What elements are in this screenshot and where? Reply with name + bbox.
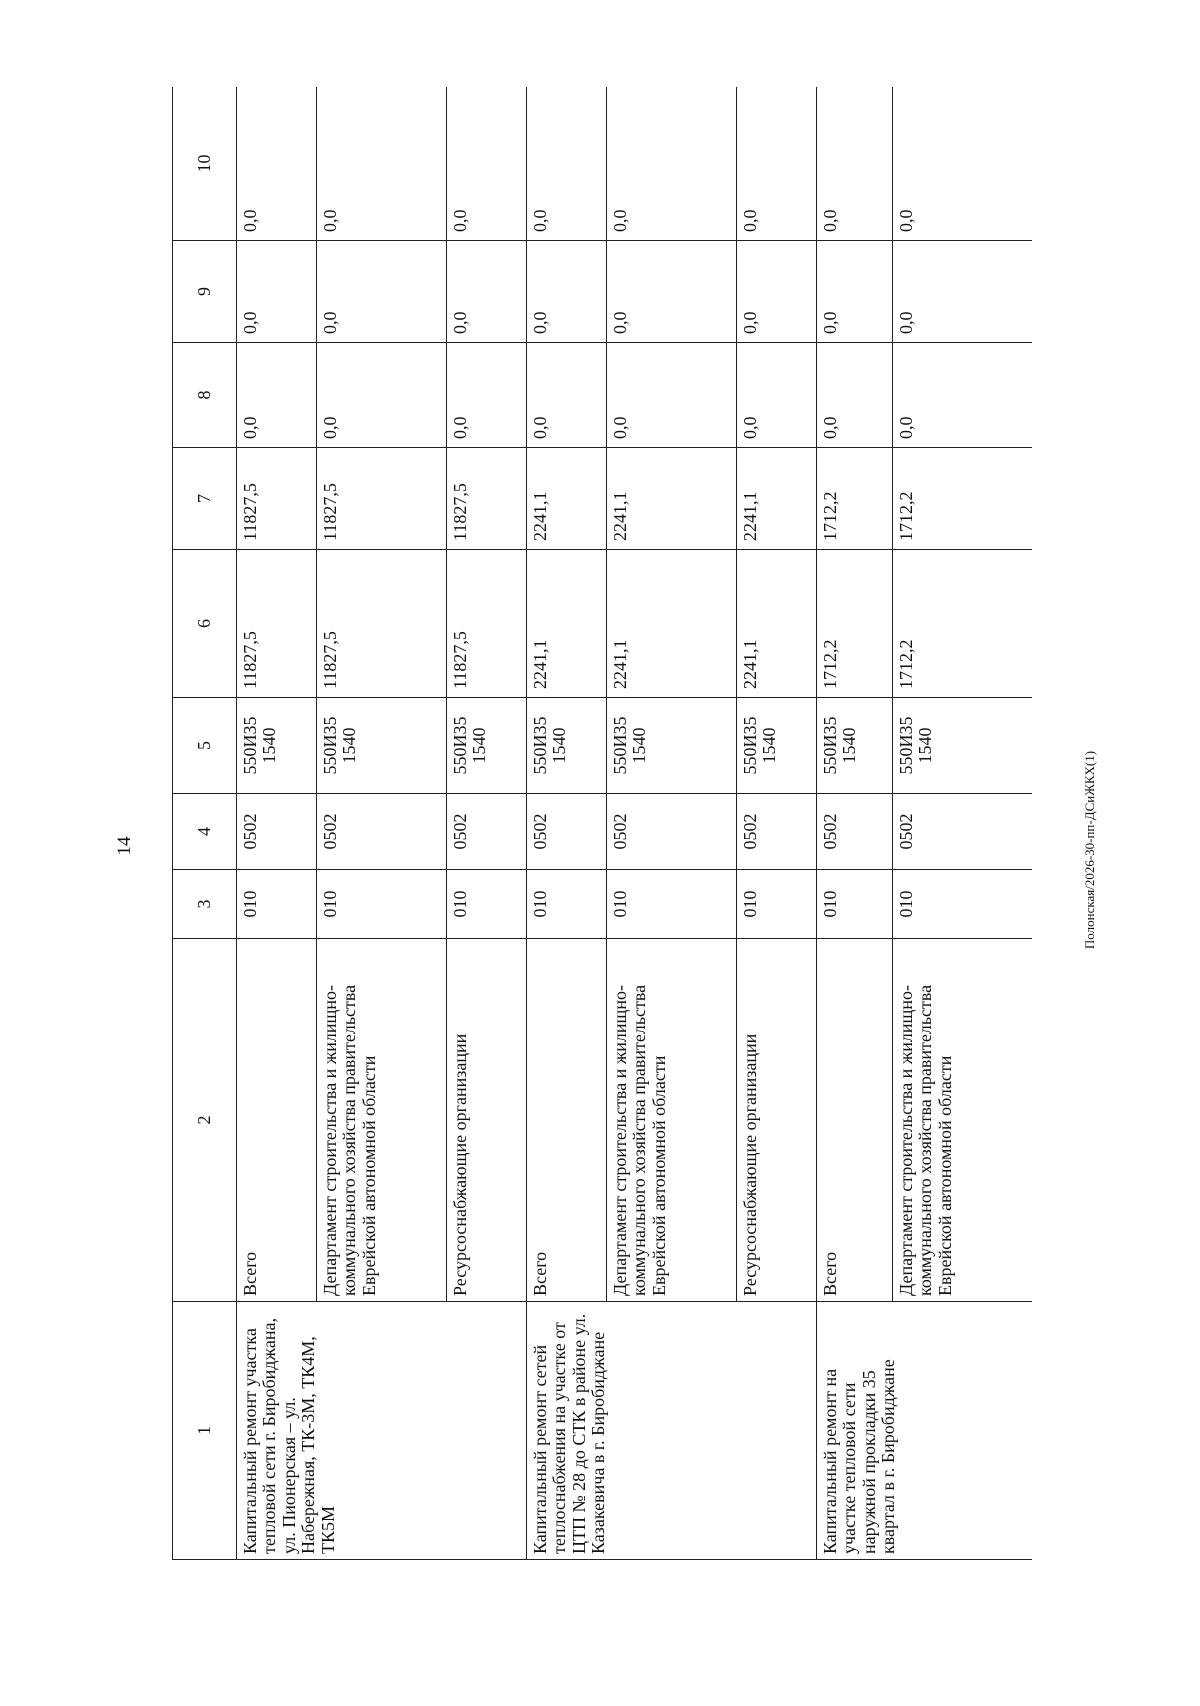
col6-cell: 11827,5 xyxy=(447,550,527,698)
col5-cell: 550И35 1540 xyxy=(893,698,1033,794)
col3-cell: 010 xyxy=(893,870,1033,939)
col9-cell: 0,0 xyxy=(527,241,607,343)
header-cell: 2 xyxy=(173,939,237,1302)
col7-cell: 11827,5 xyxy=(447,448,527,550)
col9-cell: 0,0 xyxy=(237,241,317,343)
col6-cell: 2241,1 xyxy=(527,550,607,698)
col10-cell: 0,0 xyxy=(893,87,1033,241)
document-code-footer xyxy=(1080,750,1100,950)
table-row xyxy=(527,87,607,1560)
executor-cell: Всего xyxy=(527,939,607,1302)
col3-cell: 010 xyxy=(527,870,607,939)
col7-cell: 11827,5 xyxy=(317,448,447,550)
budget-table xyxy=(172,87,1032,1560)
rotated-table-container xyxy=(172,87,1032,1560)
col6-cell: 1712,2 xyxy=(817,550,893,698)
header-cell: 3 xyxy=(173,870,237,939)
col7-cell: 11827,5 xyxy=(237,448,317,550)
col8-cell: 0,0 xyxy=(607,343,737,448)
header-cell: 5 xyxy=(173,698,237,794)
executor-cell: Всего xyxy=(237,939,317,1302)
col8-cell: 0,0 xyxy=(893,343,1033,448)
col7-cell: 1712,2 xyxy=(817,448,893,550)
col4-cell: 0502 xyxy=(893,794,1033,870)
measure-name-cell: Капитальный ремонт сетей теплоснабжения на участке от ЦТП № 28 до СТК в районе ул. Казакевича в г. Биробиджане xyxy=(527,1302,817,1560)
col7-cell: 1712,2 xyxy=(893,448,1033,550)
col5-cell: 550И35 1540 xyxy=(527,698,607,794)
col9-cell: 0,0 xyxy=(317,241,447,343)
col6-cell: 2241,1 xyxy=(607,550,737,698)
col7-cell: 2241,1 xyxy=(527,448,607,550)
col4-cell: 0502 xyxy=(527,794,607,870)
executor-cell: Ресурсоснабжающие организации xyxy=(737,939,817,1302)
header-cell: 6 xyxy=(173,550,237,698)
executor-cell: Всего xyxy=(817,939,893,1302)
col3-cell: 010 xyxy=(317,870,447,939)
col10-cell: 0,0 xyxy=(607,87,737,241)
col9-cell: 0,0 xyxy=(817,241,893,343)
col10-cell: 0,0 xyxy=(317,87,447,241)
col6-cell: 11827,5 xyxy=(317,550,447,698)
col5-cell: 550И35 1540 xyxy=(607,698,737,794)
col10-cell: 0,0 xyxy=(447,87,527,241)
col9-cell: 0,0 xyxy=(893,241,1033,343)
col3-cell: 010 xyxy=(607,870,737,939)
col9-cell: 0,0 xyxy=(607,241,737,343)
col10-cell: 0,0 xyxy=(817,87,893,241)
col3-cell: 010 xyxy=(237,870,317,939)
col4-cell: 0502 xyxy=(237,794,317,870)
header-cell: 10 xyxy=(173,87,237,241)
col3-cell: 010 xyxy=(447,870,527,939)
col8-cell: 0,0 xyxy=(447,343,527,448)
col5-cell: 550И35 1540 xyxy=(737,698,817,794)
col7-cell: 2241,1 xyxy=(607,448,737,550)
col7-cell: 2241,1 xyxy=(737,448,817,550)
table-row xyxy=(237,87,317,1560)
col4-cell: 0502 xyxy=(817,794,893,870)
col4-cell: 0502 xyxy=(737,794,817,870)
col6-cell: 2241,1 xyxy=(737,550,817,698)
document-code-text: Полонская/2026-30-пп-ДСиЖКХ(1) xyxy=(1082,750,1097,950)
page-number: 14 xyxy=(114,836,135,856)
measure-name-cell: Капитальный ремонт участка тепловой сети г. Биробиджана, ул. Пионерская – ул. Набережная, ТК-3М, ТК4М, ТК5М xyxy=(237,1302,527,1560)
col8-cell: 0,0 xyxy=(317,343,447,448)
measure-name-cell: Капитальный ремонт на участке тепловой сети наружной прокладки 35 квартал в г. Биробиджане xyxy=(817,1302,1033,1560)
col4-cell: 0502 xyxy=(317,794,447,870)
header-cell: 1 xyxy=(173,1302,237,1560)
table-row xyxy=(817,87,893,1560)
header-cell: 7 xyxy=(173,448,237,550)
col8-cell: 0,0 xyxy=(737,343,817,448)
col6-cell: 11827,5 xyxy=(237,550,317,698)
col5-cell: 550И35 1540 xyxy=(317,698,447,794)
executor-cell: Ресурсоснабжающие организации xyxy=(447,939,527,1302)
col5-cell: 550И35 1540 xyxy=(237,698,317,794)
header-cell: 8 xyxy=(173,343,237,448)
executor-cell: Департамент строительства и жилищно-коммунального хозяйства правительства Еврейской автономной области xyxy=(607,939,737,1302)
col4-cell: 0502 xyxy=(607,794,737,870)
col9-cell: 0,0 xyxy=(737,241,817,343)
col6-cell: 1712,2 xyxy=(893,550,1033,698)
col9-cell: 0,0 xyxy=(447,241,527,343)
col10-cell: 0,0 xyxy=(237,87,317,241)
executor-cell: Департамент строительства и жилищно-коммунального хозяйства правительства Еврейской автономной области xyxy=(317,939,447,1302)
col4-cell: 0502 xyxy=(447,794,527,870)
header-cell: 4 xyxy=(173,794,237,870)
header-row xyxy=(173,87,237,1560)
col8-cell: 0,0 xyxy=(527,343,607,448)
col3-cell: 010 xyxy=(817,870,893,939)
col5-cell: 550И35 1540 xyxy=(817,698,893,794)
col10-cell: 0,0 xyxy=(527,87,607,241)
col8-cell: 0,0 xyxy=(237,343,317,448)
col10-cell: 0,0 xyxy=(737,87,817,241)
executor-cell: Департамент строительства и жилищно-коммунального хозяйства правительства Еврейской автономной области xyxy=(893,939,1033,1302)
col8-cell: 0,0 xyxy=(817,343,893,448)
col5-cell: 550И35 1540 xyxy=(447,698,527,794)
col3-cell: 010 xyxy=(737,870,817,939)
header-cell: 9 xyxy=(173,241,237,343)
table-frame xyxy=(172,87,1032,1560)
